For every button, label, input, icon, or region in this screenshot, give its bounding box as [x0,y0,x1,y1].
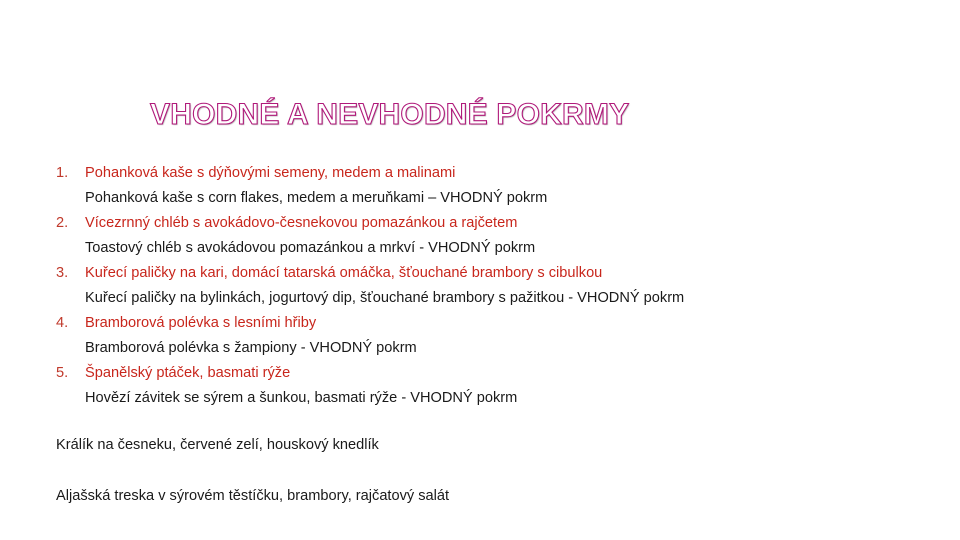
list-item [56,161,684,211]
suitable-meal: Pohanková kaše s corn flakes, medem a meruňkami – VHODNÝ pokrm [85,190,548,206]
list-number: 2. [56,215,69,231]
list-item-bad-line [56,161,684,186]
unsuitable-meal: Vícezrnný chléb s avokádovo-česnekovou pomazánkou a rajčetem [85,215,518,231]
unsuitable-meal: Pohanková kaše s dýňovými semeny, medem a malinami [85,165,456,181]
list-item-good-line [56,386,684,411]
suitable-meal: Kuřecí paličky na bylinkách, jogurtový dip, šťouchané brambory s pažitkou - VHODNÝ pokrm [85,290,685,306]
list-item [56,261,684,311]
unsuitable-meal: Bramborová polévka s lesními hřiby [85,315,317,331]
list-item-good-line [56,236,684,261]
list-item-bad-line [56,361,684,386]
list-item [56,361,684,411]
page-title: VHODNÉ A NEVHODNÉ POKRMY [150,98,630,131]
list-item-bad-line [56,311,684,336]
list-item-bad-line [56,211,684,236]
extra-meal-2: Aljašská treska v sýrovém těstíčku, brambory, rajčatový salát [56,488,450,504]
unsuitable-meal: Kuřecí paličky na kari, domácí tatarská omáčka, šťouchané brambory s cibulkou [85,265,603,281]
list-number: 5. [56,365,69,381]
list-item-bad-line [56,261,684,286]
list-item [56,311,684,361]
suitable-meal: Hovězí závitek se sýrem a šunkou, basmati rýže - VHODNÝ pokrm [85,390,518,406]
extra-meal-1: Králík na česneku, červené zelí, houskový knedlík [56,437,379,453]
list-item-good-line [56,286,684,311]
list-item [56,211,684,261]
suitable-meal: Toastový chléb s avokádovou pomazánkou a mrkví - VHODNÝ pokrm [85,240,536,256]
list-number: 1. [56,165,69,181]
unsuitable-meal: Španělský ptáček, basmati rýže [85,365,291,381]
list-item-good-line [56,186,684,211]
list-item-good-line [56,336,684,361]
suitable-meal: Bramborová polévka s žampiony - VHODNÝ pokrm [85,340,417,356]
list-number: 3. [56,265,69,281]
meal-list [56,161,684,411]
list-number: 4. [56,315,69,331]
